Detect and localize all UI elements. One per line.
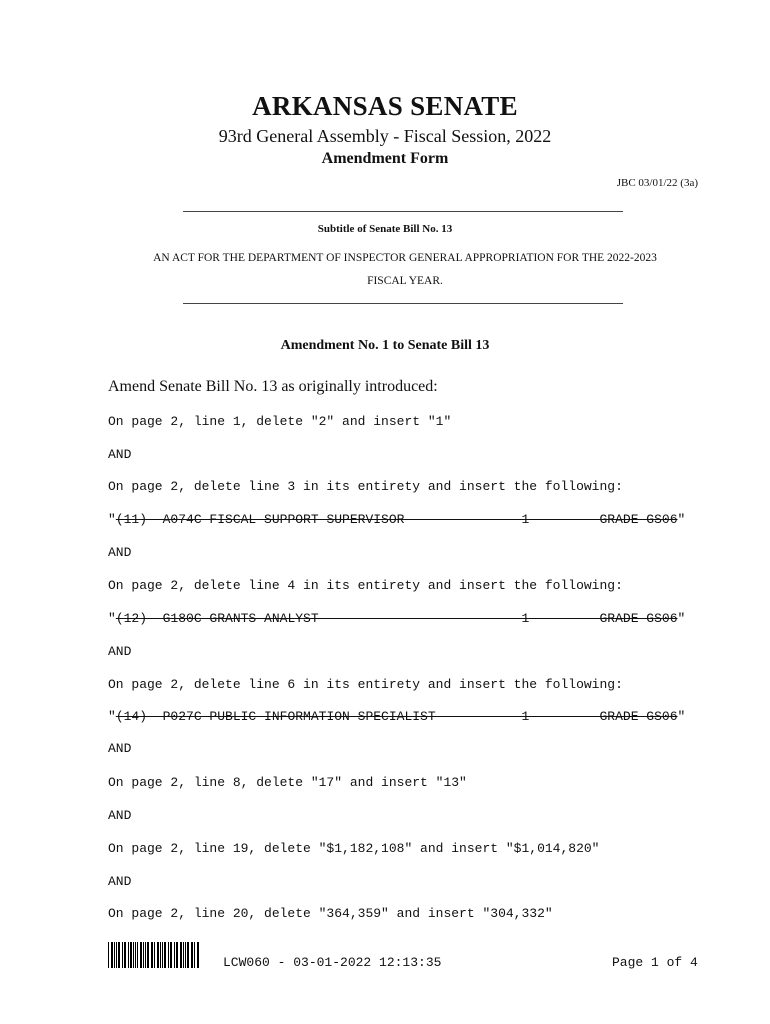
divider-bottom	[183, 303, 623, 304]
barcode-image	[108, 942, 200, 968]
document-title: ARKANSAS SENATE	[252, 91, 518, 121]
barcode-bar	[137, 942, 138, 968]
page-number: Page 1 of 4	[612, 955, 698, 970]
amendment-intro: Amend Senate Bill No. 13 as originally introduced:	[108, 378, 438, 395]
amendment-line: On page 2, line 1, delete "2" and insert "1"	[108, 414, 452, 429]
subtitle-heading: Subtitle of Senate Bill No. 13	[317, 223, 453, 235]
struck-text: (14) P027C PUBLIC INFORMATION SPECIALIST 1 GRADE GS06	[115, 709, 678, 724]
open-quote: "	[108, 512, 116, 527]
amendment-line: On page 2, line 8, delete "17" and insert "13"	[108, 775, 467, 790]
assembly-session: 93rd General Assembly - Fiscal Session, 2022	[218, 126, 552, 146]
barcode-bar	[180, 942, 181, 968]
jbc-reference: JBC 03/01/22 (3a)	[616, 177, 698, 189]
barcode-bar	[145, 942, 146, 968]
barcode-bar	[114, 942, 115, 968]
close-quote: "	[677, 512, 686, 527]
divider-top	[183, 211, 623, 212]
barcode-bar	[194, 942, 195, 968]
barcode-bar	[158, 942, 159, 968]
amendment-line: On page 2, delete line 6 in its entirety and insert the following:	[108, 677, 623, 692]
struck-position-line	[108, 512, 685, 527]
and-connector: AND	[108, 447, 132, 462]
act-line-1: AN ACT FOR THE DEPARTMENT OF INSPECTOR GENERAL APPROPRIATION FOR THE 2022-2023	[153, 252, 657, 264]
struck-position-line	[108, 709, 685, 724]
and-connector: AND	[108, 808, 132, 823]
amendment-heading: Amendment No. 1 to Senate Bill 13	[280, 338, 490, 353]
open-quote: "	[108, 709, 116, 724]
struck-position-line	[108, 611, 685, 626]
act-line-2: FISCAL YEAR.	[367, 275, 443, 287]
amendment-line: On page 2, delete line 4 in its entirety and insert the following:	[108, 578, 623, 593]
barcode-bar	[174, 942, 175, 968]
barcode-bar	[125, 942, 126, 968]
barcode-bar	[187, 942, 188, 968]
struck-text: (12) G180C GRANTS ANALYST 1 GRADE GS06	[115, 611, 678, 626]
barcode-bar	[119, 942, 120, 968]
close-quote: "	[677, 611, 686, 626]
and-connector: AND	[108, 741, 132, 756]
act-description	[110, 247, 700, 293]
struck-text: (11) A074C FISCAL SUPPORT SUPERVISOR 1 GRADE GS06	[115, 512, 678, 527]
and-connector: AND	[108, 644, 132, 659]
amendment-line: On page 2, delete line 3 in its entirety and insert the following:	[108, 479, 623, 494]
and-connector: AND	[108, 545, 132, 560]
barcode-bar	[168, 942, 169, 968]
amendment-line: On page 2, line 19, delete "$1,182,108" and insert "$1,014,820"	[108, 841, 600, 856]
close-quote: "	[677, 709, 686, 724]
barcode-bar	[108, 942, 109, 968]
barcode-bar	[154, 942, 155, 968]
document-id: LCW060 - 03-01-2022 12:13:35	[223, 955, 442, 970]
barcode-bar	[148, 942, 149, 968]
amendment-line: On page 2, line 20, delete "364,359" and insert "304,332"	[108, 906, 553, 921]
barcode-bar	[128, 942, 129, 968]
and-connector: AND	[108, 874, 132, 889]
barcode-bar	[135, 942, 136, 968]
barcode-bar	[188, 942, 189, 968]
form-name: Amendment Form	[321, 150, 449, 167]
open-quote: "	[108, 611, 116, 626]
barcode-bar	[165, 942, 166, 968]
